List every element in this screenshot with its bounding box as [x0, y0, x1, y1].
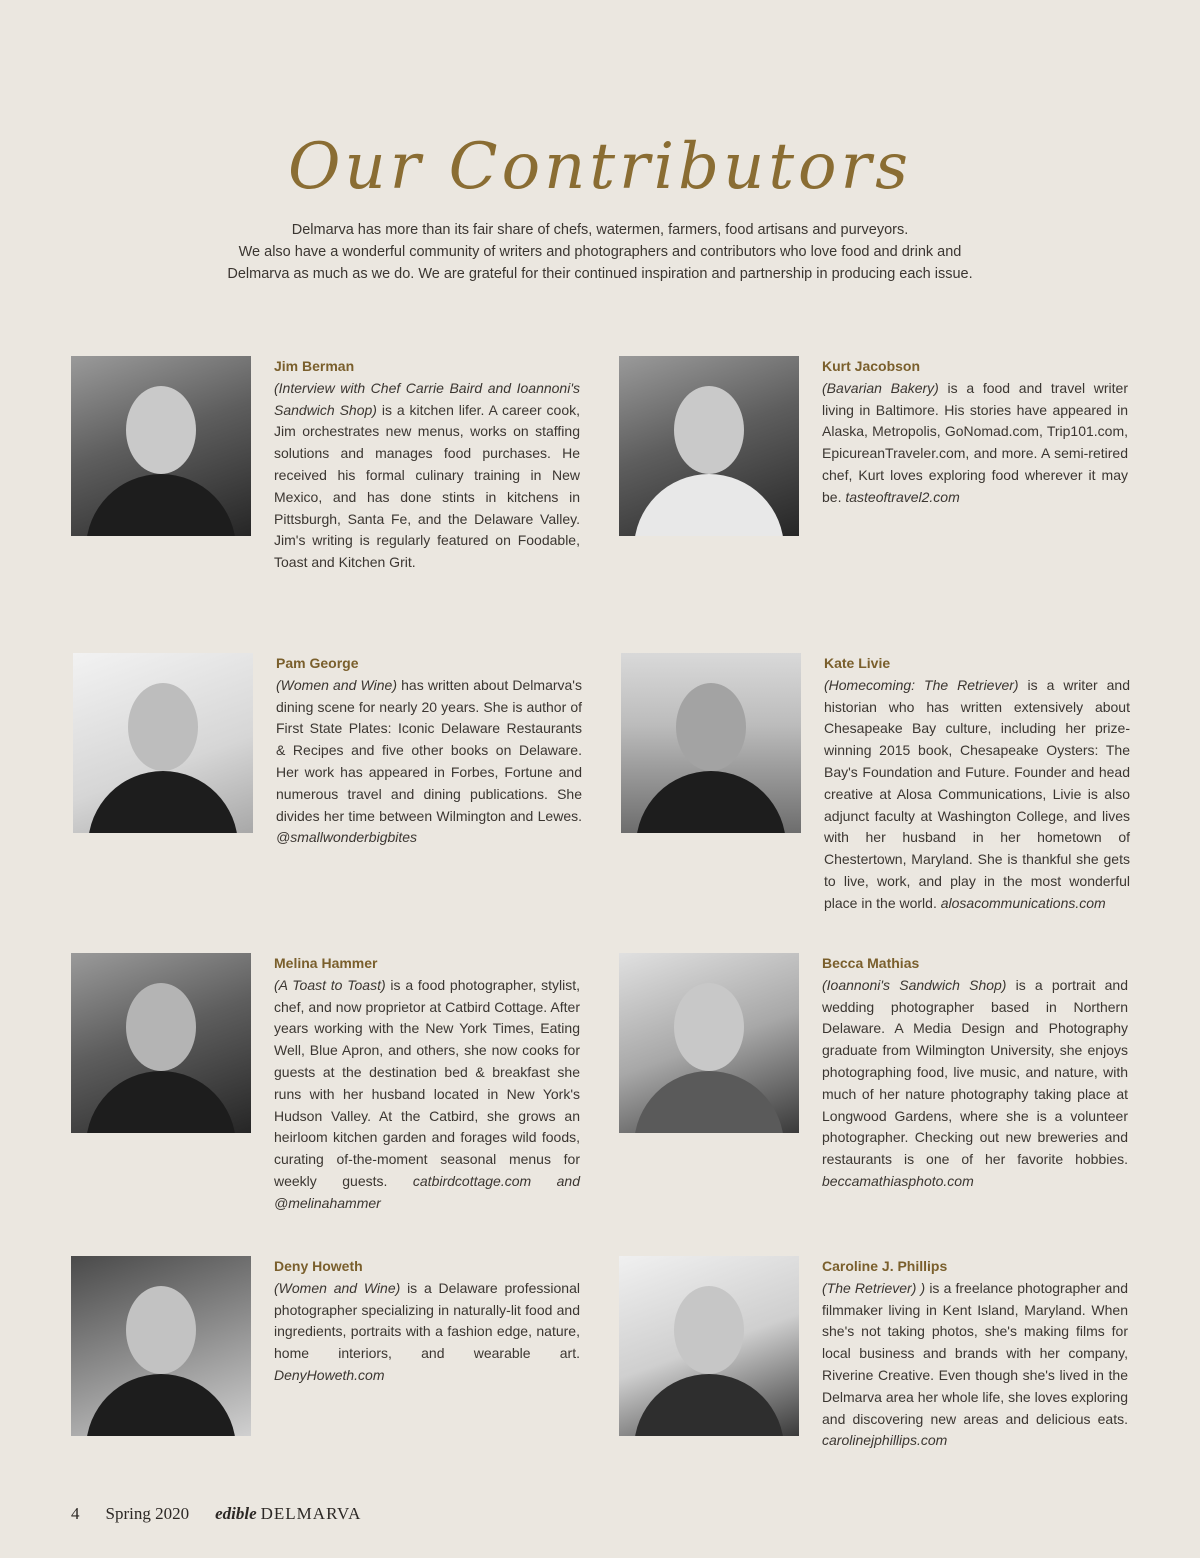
contributor-link: tasteoftravel2.com	[845, 488, 960, 505]
contributor-photo	[621, 653, 801, 833]
intro-line: Delmarva as much as we do. We are grateful for their continued inspiration and partnership in producing each issue.	[227, 266, 973, 282]
contributor-description: is a writer and historian who has written extensively about Chesapeake Bay culture, including her prize-winning 2015 book, Chesapeake Oysters: The Bay's Foundation and Future. Founder and head creative at Alosa Communications, Livie is also adjunct faculty at Washington College, and lives with her husband in her hometown of Chestertown, Maryland. She is thankful she gets to live, work, and play in the most wonderful place in the world.	[824, 676, 1130, 911]
contributor-bio	[822, 953, 1128, 1193]
contributor-link: catbirdcottage.com and @melinahammer	[274, 1172, 581, 1211]
intro-line: We also have a wonderful community of writers and photographers and contributors who love food and drink and	[238, 244, 962, 260]
contributor-description: has written about Delmarva's dining scene for nearly 20 years. She is author of First State Plates: Iconic Delaware Restaurants & Recipes and five other books on Delaware. Her work has appeared in Forbes, Fortune and numerous travel and dining publications. She divides her time between Wilmington and Lewes.	[276, 676, 582, 824]
contributor-name: Caroline J. Phillips	[822, 1258, 948, 1274]
contributor-description: is a Delaware professional photographer specializing in naturally-lit food and ingredients, portraits with a fashion edge, nature, home interiors, and wearable art.	[274, 1279, 580, 1362]
brand-name: DELMARVA	[260, 1504, 362, 1523]
contributor-name: Becca Mathias	[822, 955, 920, 971]
contributor-photo	[73, 653, 253, 833]
contributor-credit: (Women and Wine)	[274, 1279, 401, 1296]
contributor-link: carolinejphillips.com	[822, 1432, 948, 1449]
contributor-link: alosacommunications.com	[940, 894, 1106, 911]
contributor-credit: (A Toast to Toast)	[274, 976, 386, 993]
contributor-name: Melina Hammer	[274, 955, 378, 971]
contributor-bio	[822, 356, 1128, 509]
contributor-photo	[619, 356, 799, 536]
contributor-photo	[619, 1256, 799, 1436]
contributor-name: Kate Livie	[824, 655, 891, 671]
page-title: Our Contributors	[288, 130, 912, 204]
contributor-credit: (Interview with Chef Carrie Baird and Ioannoni's Sandwich Shop)	[274, 379, 580, 418]
issue-label: Spring 2020	[105, 1504, 190, 1523]
contributor-photo	[71, 356, 251, 536]
contributor-name: Pam George	[276, 655, 359, 671]
intro-text	[150, 219, 1050, 285]
contributor-description: is a food and travel writer living in Baltimore. His stories have appeared in Alaska, Metropolis, GoNomad.com, Trip101.com, EpicureanTraveler.com, and more. A semi-retired chef, Kurt loves exploring food wherever it may be.	[822, 379, 1129, 505]
brand-edible: edible	[215, 1504, 257, 1523]
contributor-description: is a portrait and wedding photographer based in Northern Delaware. A Media Design and Photography graduate from Wilmington University, she enjoys photographing food, live music, and nature, with much of her nature photography taking place at Longwood Gardens, where she is a volunteer photographer. Checking out new breweries and restaurants is one of her favorite hobbies.	[822, 976, 1128, 1168]
contributor-name: Deny Howeth	[274, 1258, 363, 1274]
contributor-link: beccamathiasphoto.com	[822, 1172, 974, 1189]
contributor-credit: (Ioannoni's Sandwich Shop)	[822, 976, 1007, 993]
page-number: 4	[71, 1504, 80, 1523]
contributor-bio	[824, 653, 1130, 915]
page-footer	[71, 1504, 361, 1524]
contributor-description: is a kitchen lifer. A career cook, Jim orchestrates new menus, works on staffing solutions and manages food purchases. He received his formal culinary training in New Mexico, and has done stints in kitchens in Pittsburgh, Santa Fe, and the Delaware Valley. Jim's writing is regularly featured on Foodable, Toast and Kitchen Grit.	[274, 401, 580, 571]
contributor-bio	[822, 1256, 1128, 1452]
contributor-credit: (The Retriever) )	[822, 1279, 926, 1296]
contributor-photo	[71, 953, 251, 1133]
contributor-description: is a freelance photographer and filmmaker living in Kent Island, Maryland. When she's not taking photos, she's making films for local business and brands with her company, Riverine Creative. Even though she's lived in the Delmarva area her whole life, she loves exploring and discovering new areas and delicious eats.	[822, 1279, 1129, 1427]
contributor-bio	[276, 653, 582, 849]
intro-line: Delmarva has more than its fair share of chefs, watermen, farmers, food artisans and purveyors.	[291, 222, 909, 238]
contributor-bio	[274, 953, 580, 1215]
contributor-credit: (Women and Wine)	[276, 676, 397, 693]
contributor-name: Jim Berman	[274, 358, 355, 374]
contributor-description: is a food photographer, stylist, chef, and now proprietor at Catbird Cottage. After years working with the New York Times, Eating Well, Blue Apron, and others, she now cooks for guests at the destination bed & breakfast she runs with her husband located in New York's Hudson Valley. At the Catbird, she grows an heirloom kitchen garden and forages wild foods, curating of-the-moment seasonal menus for weekly guests.	[274, 976, 581, 1189]
contributor-bio	[274, 1256, 580, 1387]
contributor-link: DenyHoweth.com	[274, 1366, 385, 1383]
contributor-bio	[274, 356, 580, 574]
contributor-photo	[71, 1256, 251, 1436]
contributor-name: Kurt Jacobson	[822, 358, 921, 374]
contributor-credit: (Homecoming: The Retriever)	[824, 676, 1019, 693]
contributor-credit: (Bavarian Bakery)	[822, 379, 939, 396]
contributor-photo	[619, 953, 799, 1133]
contributor-link: @smallwonderbigbites	[276, 829, 418, 846]
